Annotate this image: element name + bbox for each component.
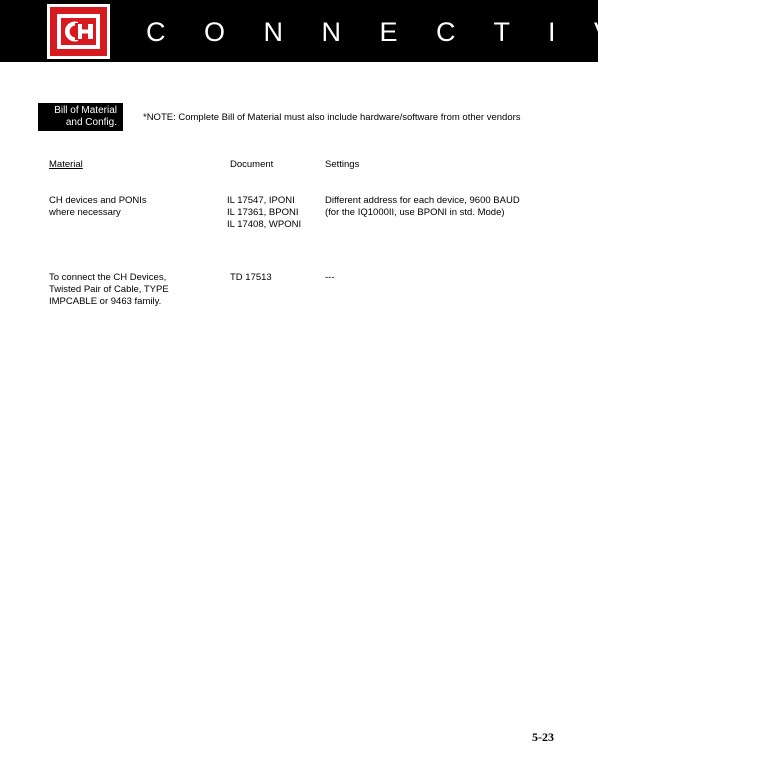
cell-line: IL 17408, WPONI — [227, 219, 302, 230]
table-cell-document — [230, 272, 272, 284]
column-header-material: Material — [49, 159, 83, 170]
page-title: C O N N E C T I V I T Y — [146, 17, 784, 47]
cell-line: TD 17513 — [230, 272, 272, 283]
cell-line: CH devices and PONIs — [49, 195, 147, 206]
ch-logo-icon — [47, 4, 110, 59]
note-text: *NOTE: Complete Bill of Material must also include hardware/software from other vendors — [143, 112, 521, 123]
header-bar — [0, 0, 784, 62]
cell-line: where necessary — [49, 207, 121, 218]
table-cell-material — [49, 272, 169, 308]
cell-line: (for the IQ1000II, use BPONI in std. Mode) — [325, 207, 505, 218]
section-tag — [38, 103, 123, 131]
cell-line: Different address for each device, 9600 BAUD — [325, 195, 520, 206]
cell-line: IL 17547, IPONI — [227, 195, 295, 206]
section-tag-line: Bill of Material — [54, 105, 117, 116]
column-header-document: Document — [230, 159, 274, 170]
cell-line: --- — [325, 272, 335, 283]
column-header-settings: Settings — [325, 159, 360, 170]
table-cell-settings — [325, 195, 520, 219]
cell-line: IL 17361, BPONI — [227, 207, 299, 218]
page-number: 5-23 — [532, 730, 554, 744]
section-tag-line: and Config. — [65, 117, 117, 128]
table-cell-material — [49, 195, 147, 219]
table-cell-settings — [325, 272, 335, 284]
cell-line: IMPCABLE or 9463 family. — [49, 296, 162, 307]
table-cell-document — [227, 195, 301, 231]
cell-line: Twisted Pair of Cable, TYPE — [49, 284, 169, 295]
cell-line: To connect the CH Devices, — [49, 272, 167, 283]
